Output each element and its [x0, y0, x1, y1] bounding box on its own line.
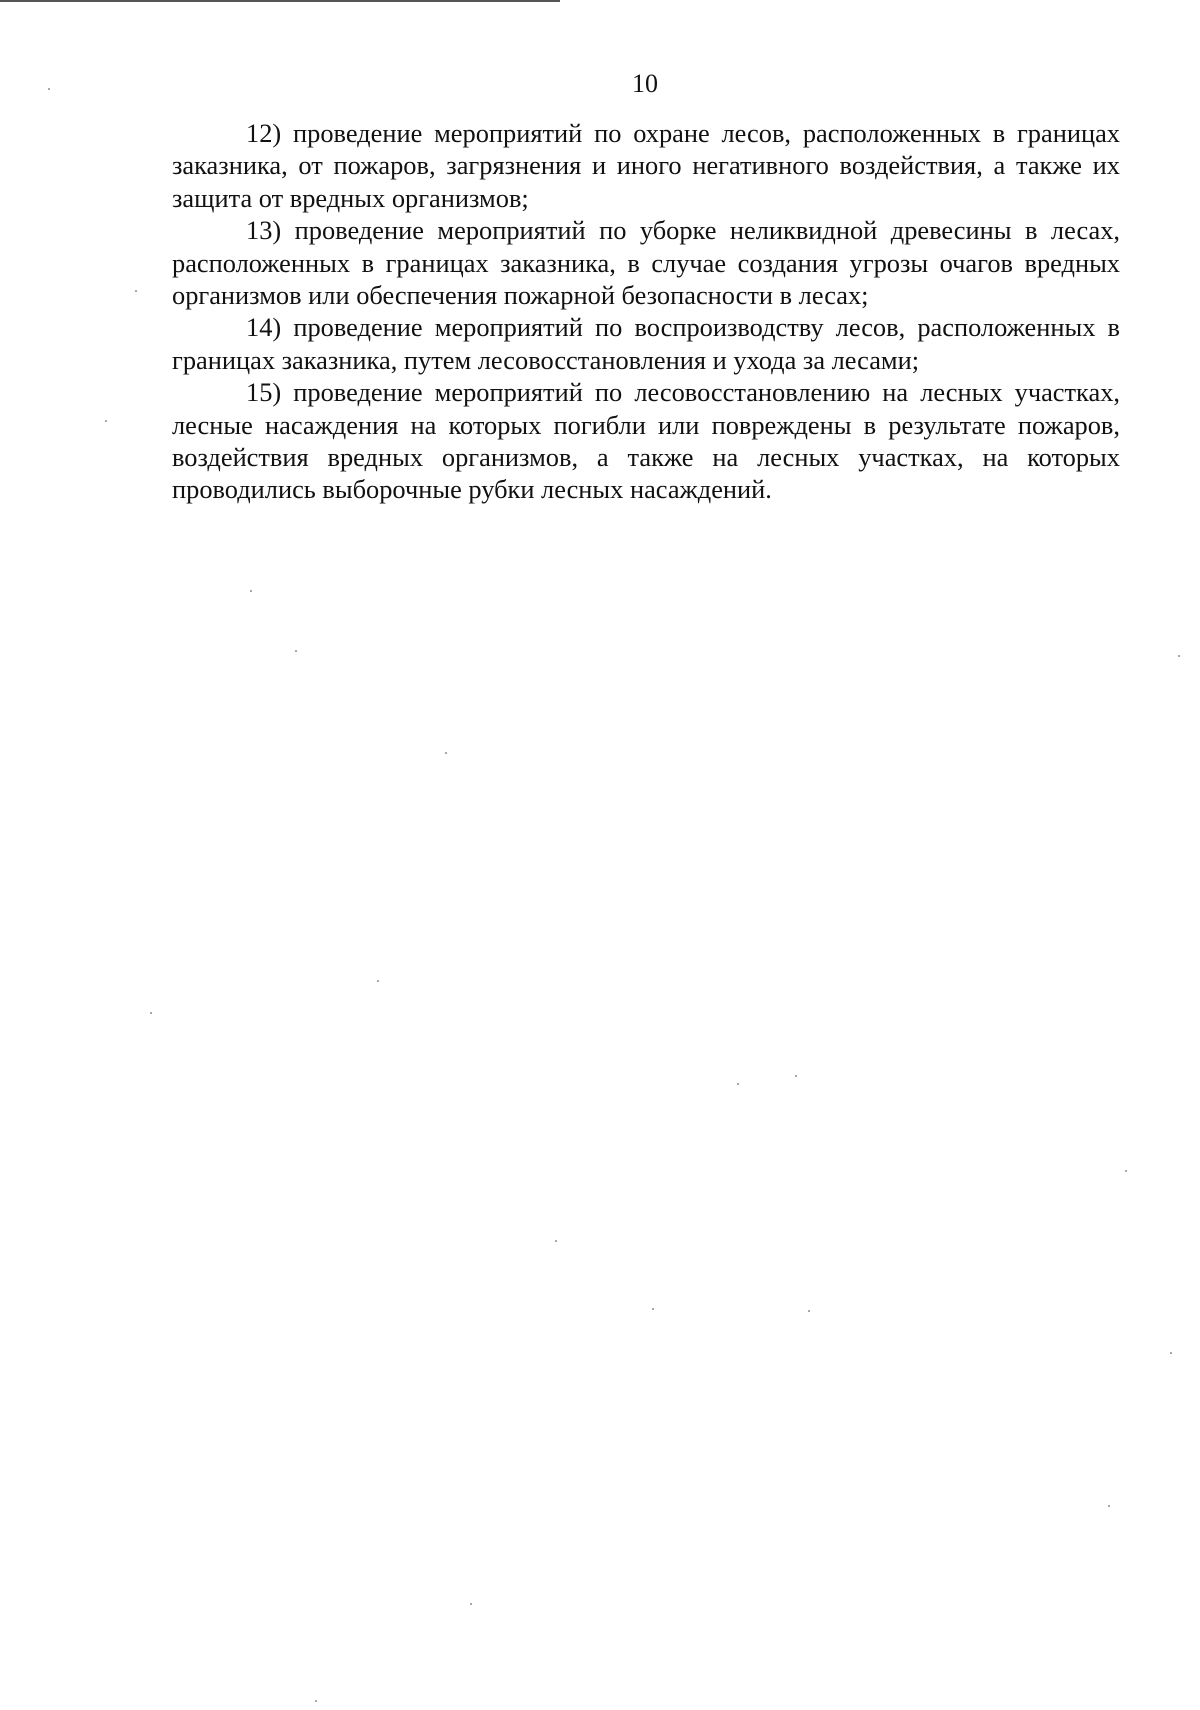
scan-edge-line — [0, 0, 560, 2]
scan-speck — [150, 1012, 152, 1014]
scan-speck — [555, 1240, 557, 1242]
scan-speck — [808, 1310, 810, 1312]
list-item-number: 14) — [246, 312, 282, 343]
scan-speck — [1125, 1170, 1127, 1172]
scan-speck — [1178, 655, 1180, 657]
list-item-text: проведение мероприятий по воспроизводству лесов, расположенных в границах заказника, путем лесовосстановления и ухода за лесами; — [172, 312, 1120, 375]
scan-speck — [652, 1308, 654, 1310]
list-item-text: проведение мероприятий по лесовосстановлению на лесных участках, лесные насаждения на которых погибли или повреждены в результате пожаров, воздействия вредных организмов, а также на лесных участках, на которых проводились выборочные рубки лесных насаждений. — [172, 377, 1120, 505]
scan-speck — [470, 1603, 472, 1605]
list-item-number: 15) — [246, 377, 282, 408]
scan-speck — [737, 1083, 739, 1085]
document-body — [172, 117, 1120, 506]
list-item-13 — [172, 214, 1120, 311]
scan-speck — [315, 1700, 317, 1702]
scan-speck — [795, 1075, 797, 1077]
list-item-text: проведение мероприятий по охране лесов, расположенных в границах заказника, от пожаров, загрязнения и иного негативного воздействия, а также их защита от вредных организмов; — [172, 118, 1120, 213]
list-item-15 — [172, 376, 1120, 506]
scan-speck — [1108, 1505, 1110, 1507]
page-number: 10 — [632, 69, 658, 98]
scan-speck — [135, 290, 137, 292]
list-item-number: 12) — [246, 118, 282, 148]
scan-speck — [295, 650, 297, 652]
list-item-text: проведение мероприятий по уборке неликвидной древесины в лесах, расположенных в границах заказника, в случае создания угрозы очагов вредных организмов или обеспечения пожарной безопасности в лесах; — [172, 215, 1120, 311]
scan-speck — [1170, 1352, 1172, 1354]
scan-speck — [377, 980, 379, 982]
scan-speck — [445, 752, 447, 754]
scan-speck — [105, 420, 107, 422]
list-item-14 — [172, 311, 1120, 376]
scan-speck — [250, 590, 252, 592]
list-item-12 — [172, 117, 1120, 214]
scan-speck — [48, 88, 50, 90]
list-item-number: 13) — [246, 215, 282, 246]
